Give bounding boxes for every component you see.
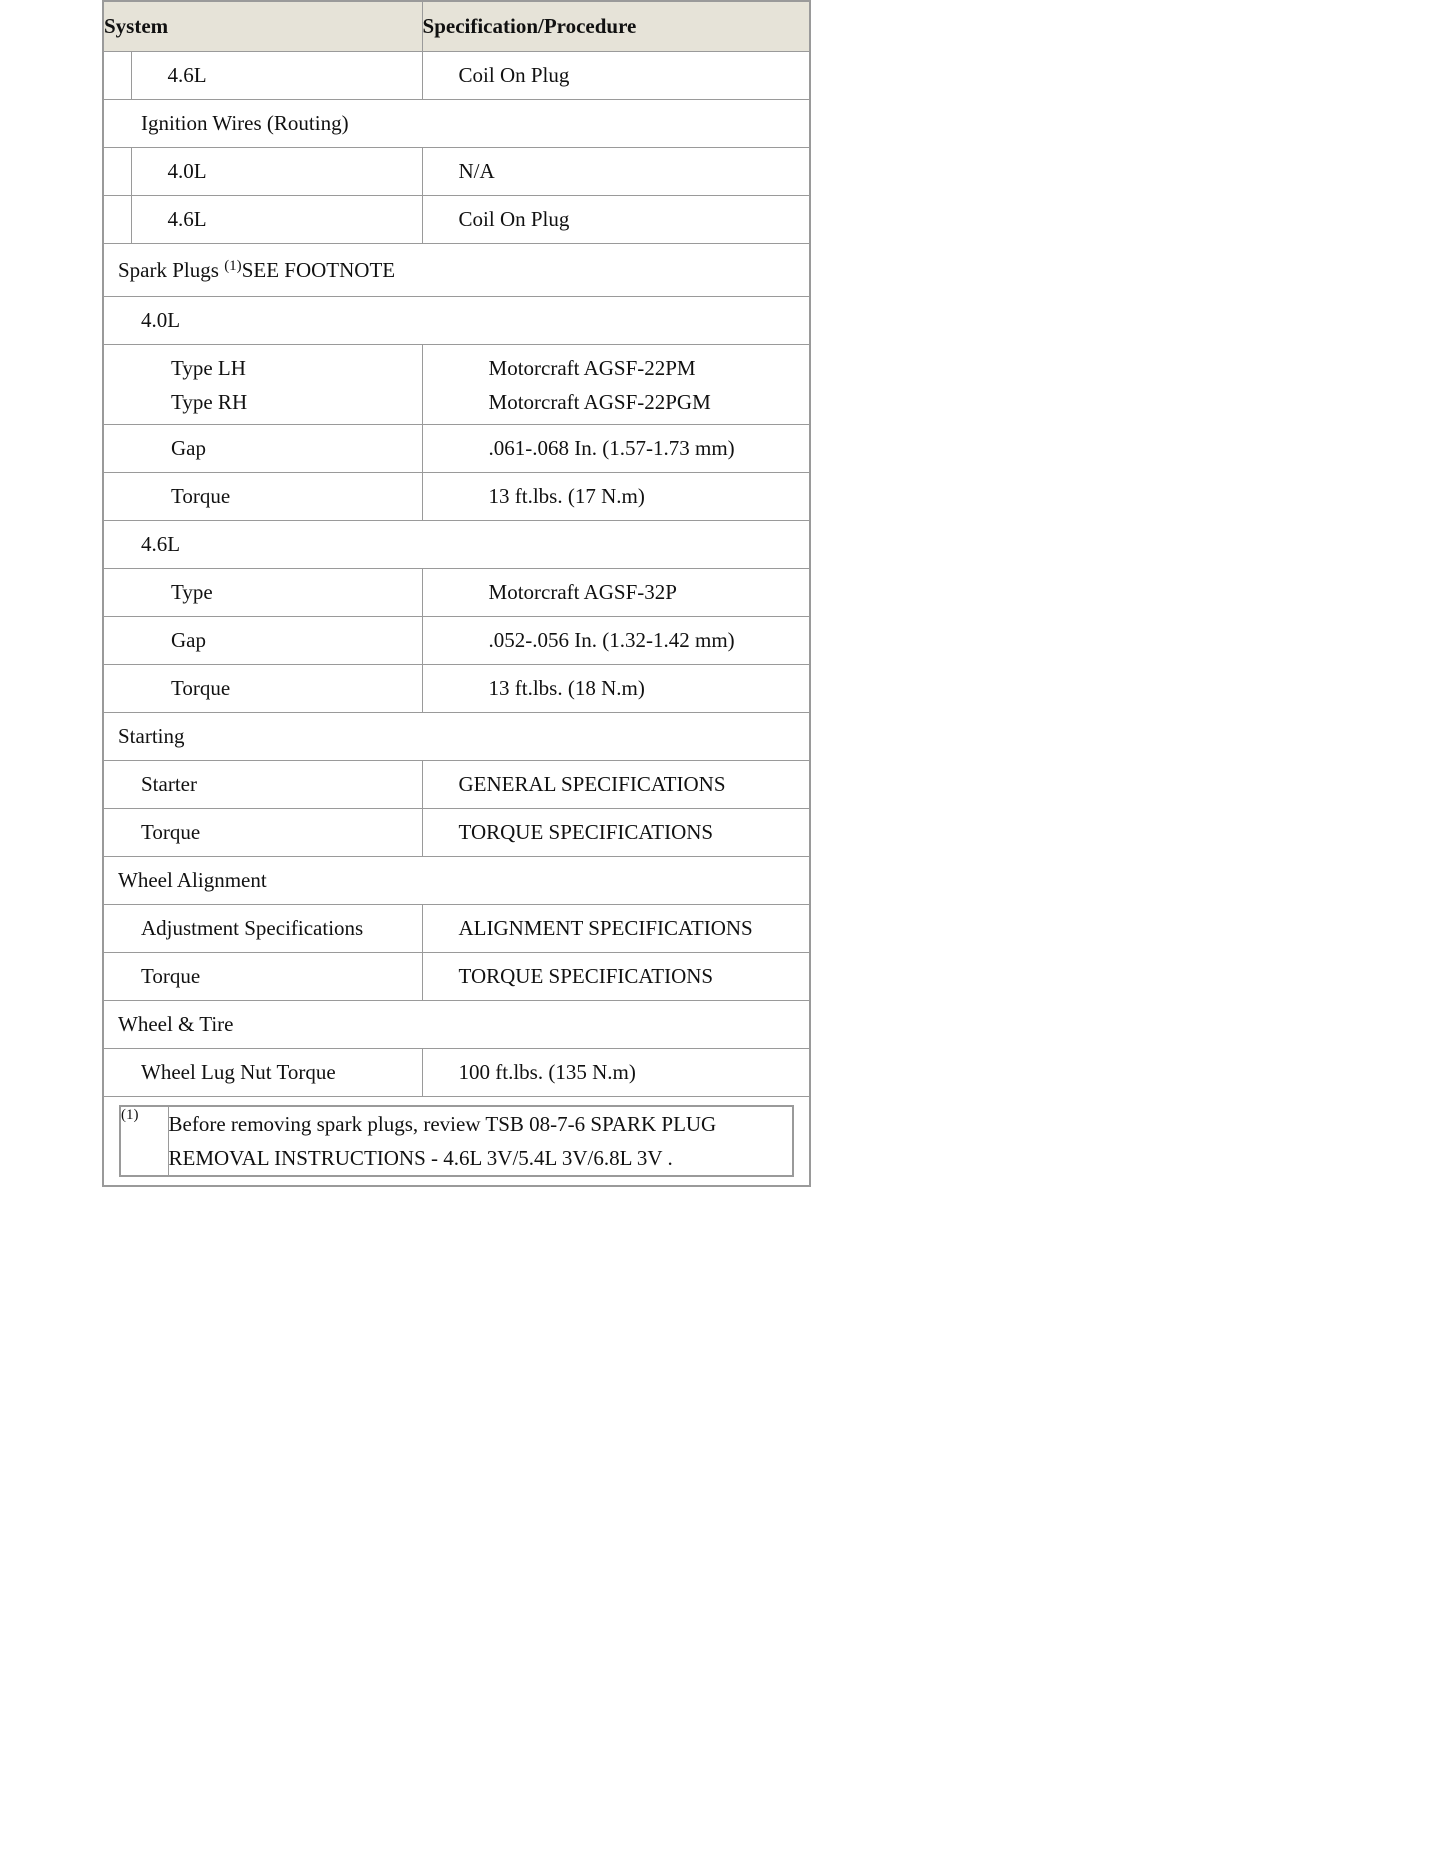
row-label: Gap [103, 617, 422, 665]
row-value: TORQUE SPECIFICATIONS [422, 809, 810, 857]
section-label: Wheel & Tire [103, 1001, 810, 1049]
table-row [103, 425, 810, 473]
table-row [103, 713, 810, 761]
footnote-table [119, 1105, 794, 1177]
table-row [103, 244, 810, 297]
row-value [422, 345, 810, 425]
footnote-line-2: REMOVAL INSTRUCTIONS - 4.6L 3V/5.4L 3V/6.8L 3V . [168, 1146, 673, 1170]
row-label: Torque [103, 665, 422, 713]
table-row [103, 148, 810, 196]
type-lh-value: Motorcraft AGSF-22PM [488, 355, 696, 380]
section-label: Wheel Alignment [103, 857, 810, 905]
table-row [103, 665, 810, 713]
table-row [103, 809, 810, 857]
table-row [103, 473, 810, 521]
indent-cell [103, 52, 131, 100]
type-lh-label: Type LH [171, 355, 246, 380]
table-row [103, 196, 810, 244]
row-label: Torque [103, 809, 422, 857]
row-label: Torque [103, 953, 422, 1001]
footnote-mark: (1) [120, 1106, 168, 1176]
row-value: 100 ft.lbs. (135 N.m) [422, 1049, 810, 1097]
indent-cell [103, 148, 131, 196]
row-value: Motorcraft AGSF-32P [422, 569, 810, 617]
row-label: Type [103, 569, 422, 617]
row-label: Wheel Lug Nut Torque [103, 1049, 422, 1097]
row-value: GENERAL SPECIFICATIONS [422, 761, 810, 809]
row-value: .052-.056 In. (1.32-1.42 mm) [422, 617, 810, 665]
row-label: Torque [103, 473, 422, 521]
table-row [103, 569, 810, 617]
row-value: 13 ft.lbs. (18 N.m) [422, 665, 810, 713]
footnote-line-1: Before removing spark plugs, review TSB 08-7-6 SPARK PLUG [168, 1112, 717, 1136]
section-label: Ignition Wires (Routing) [103, 100, 810, 148]
table-row [103, 953, 810, 1001]
footnote-text [168, 1106, 793, 1176]
table-row [103, 905, 810, 953]
footnote-row [103, 1097, 810, 1187]
type-rh-value: Motorcraft AGSF-22PGM [488, 389, 711, 414]
row-label: Starter [103, 761, 422, 809]
section-label: 4.0L [103, 297, 810, 345]
row-label: 4.6L [131, 196, 422, 244]
row-value: 13 ft.lbs. (17 N.m) [422, 473, 810, 521]
row-label [103, 345, 422, 425]
table-row [103, 345, 810, 425]
table-row [103, 297, 810, 345]
row-label: 4.6L [131, 52, 422, 100]
footnote-container [103, 1097, 810, 1187]
column-header-system: System [103, 1, 422, 52]
row-value: Coil On Plug [422, 196, 810, 244]
footnote-note: SEE FOOTNOTE [241, 257, 396, 282]
table-row [103, 100, 810, 148]
specifications-table [102, 0, 811, 1187]
footnote-reference: (1) [224, 257, 242, 274]
table-row [103, 521, 810, 569]
row-label: Gap [103, 425, 422, 473]
row-label: 4.0L [131, 148, 422, 196]
table-row [103, 52, 810, 100]
row-value: N/A [422, 148, 810, 196]
row-value: ALIGNMENT SPECIFICATIONS [422, 905, 810, 953]
table-header-row [103, 1, 810, 52]
section-label: Starting [103, 713, 810, 761]
section-label [103, 244, 810, 297]
row-value: TORQUE SPECIFICATIONS [422, 953, 810, 1001]
row-value: Coil On Plug [422, 52, 810, 100]
section-label: 4.6L [103, 521, 810, 569]
indent-cell [103, 196, 131, 244]
table-row [103, 1049, 810, 1097]
table-row [103, 761, 810, 809]
table-row [103, 617, 810, 665]
column-header-spec: Specification/Procedure [422, 1, 810, 52]
table-row [103, 857, 810, 905]
spark-plugs-label: Spark Plugs [118, 257, 219, 282]
row-label: Adjustment Specifications [103, 905, 422, 953]
table-row [103, 1001, 810, 1049]
row-value: .061-.068 In. (1.57-1.73 mm) [422, 425, 810, 473]
type-rh-label: Type RH [171, 389, 248, 414]
